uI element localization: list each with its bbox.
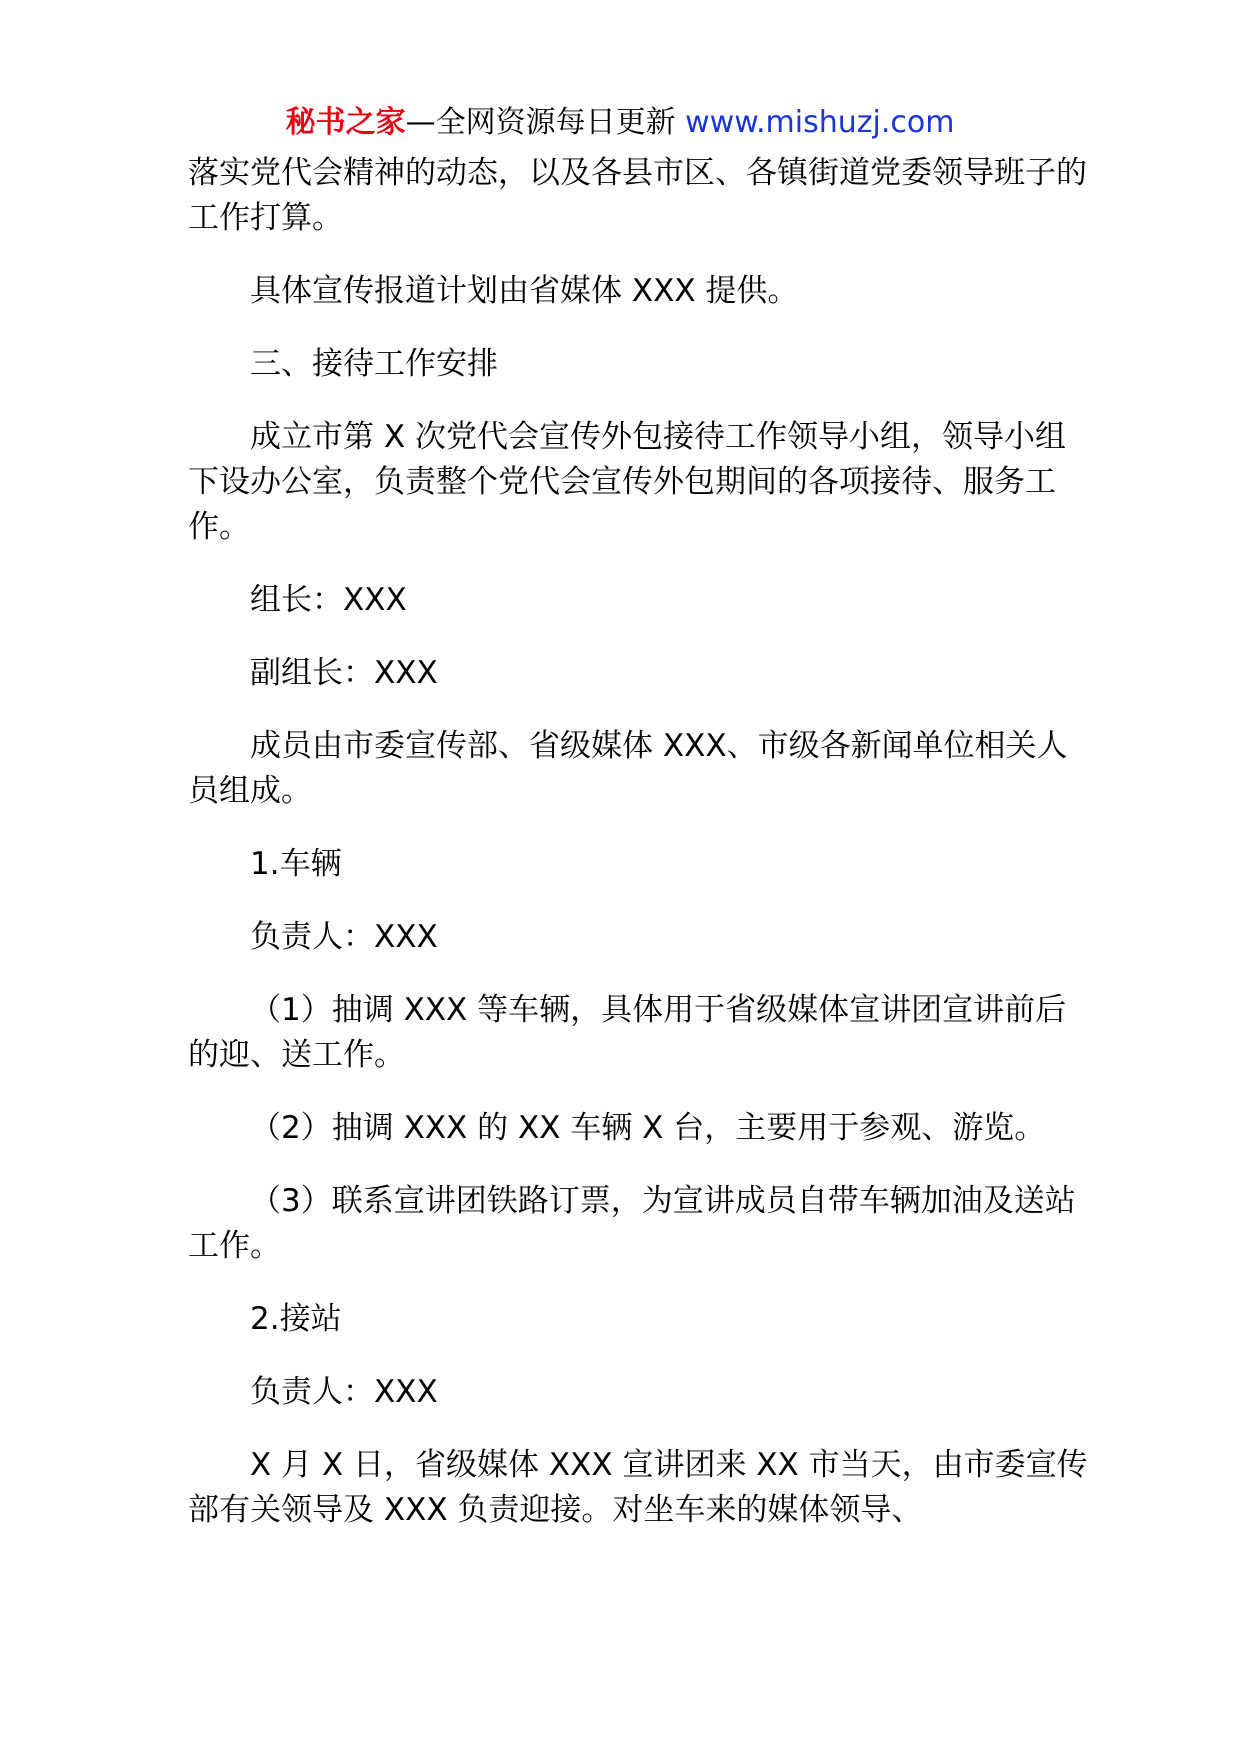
document-body xyxy=(188,151,1088,1561)
brand-name: 秘书之家 xyxy=(285,105,406,140)
paragraph-pickup-person-in-charge: 负责人：XXX xyxy=(250,1374,438,1410)
paragraph-deputy-leader: 副组长：XXX xyxy=(250,655,438,691)
paragraph-pickup-arrival: X 月 X 日，省级媒体 XXX 宣讲团来 XX 市当天，由市委宣传部有关领导及 XXX 负责迎接。对坐车来的媒体领导、 xyxy=(188,1447,1088,1528)
paragraph-members: 成员由市委宣传部、省级媒体 XXX、市级各新闻单位相关人员组成。 xyxy=(188,728,1068,809)
site-header xyxy=(0,103,1240,143)
paragraph-report-plan: 具体宣传报道计划由省媒体 XXX 提供。 xyxy=(250,273,799,309)
section-heading-reception: 三、接待工作安排 xyxy=(250,346,498,382)
paragraph-leading-group: 成立市第 X 次党代会宣传外包接待工作领导小组，领导小组下设办公室，负责整个党代会宣传外包期间的各项接待、服务工作。 xyxy=(188,419,1066,545)
subheading-pickup: 2.接站 xyxy=(250,1301,342,1337)
site-url-link[interactable]: www.mishuzj.com xyxy=(685,105,955,140)
paragraph-vehicles-item-2: （2）抽调 XXX 的 XX 车辆 X 台，主要用于参观、游览。 xyxy=(250,1110,1046,1146)
subheading-vehicles: 1.车辆 xyxy=(250,846,342,882)
site-slogan: —全网资源每日更新 xyxy=(405,105,676,140)
paragraph-group-leader: 组长：XXX xyxy=(250,582,407,618)
paragraph-vehicles-item-3: （3）联系宣讲团铁路订票，为宣讲成员自带车辆加油及送站工作。 xyxy=(188,1183,1076,1264)
paragraph-continuation: 落实党代会精神的动态，以及各县市区、各镇街道党委领导班子的工作打算。 xyxy=(188,155,1087,236)
paragraph-vehicles-person-in-charge: 负责人：XXX xyxy=(250,919,438,955)
paragraph-vehicles-item-1: （1）抽调 XXX 等车辆，具体用于省级媒体宣讲团宣讲前后的迎、送工作。 xyxy=(188,992,1067,1073)
